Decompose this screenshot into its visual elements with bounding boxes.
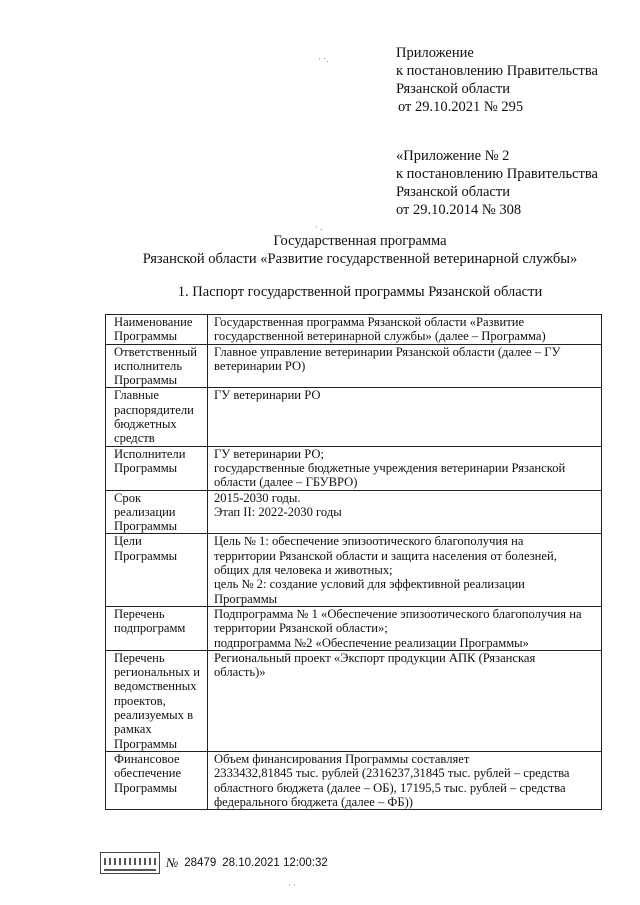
document-timestamp: 28.10.2021 12:00:32	[222, 857, 328, 869]
annex-line: к постановлению Правительства	[396, 166, 598, 182]
row-value-line: Объем финансирования Программы составляет	[214, 751, 470, 766]
row-value-line: область)»	[214, 665, 266, 680]
row-label-cell	[106, 344, 208, 388]
row-label-line: Финансовое	[114, 751, 180, 766]
table-row	[106, 606, 602, 650]
row-label-cell	[106, 490, 208, 534]
table-row	[106, 534, 602, 606]
row-label-line: Главные	[114, 388, 159, 403]
row-label-line: обеспечение	[114, 766, 182, 781]
table-row	[106, 344, 602, 388]
row-label-line: Цели	[114, 534, 142, 549]
row-label-line: Программы	[114, 780, 178, 795]
row-value-cell	[208, 315, 602, 345]
row-label-line: Программы	[114, 736, 178, 751]
row-value-line: федерального бюджета (далее – ФБ))	[214, 794, 413, 809]
row-value-cell	[208, 490, 602, 534]
row-value-line: Государственная программа Рязанской области «Развитие	[214, 315, 525, 329]
row-value-line: ГУ ветеринарии РО;	[214, 446, 324, 461]
row-value-cell	[208, 388, 602, 446]
row-value-line: 2015-2030 годы.	[214, 490, 301, 505]
row-label-line: Программы	[114, 519, 178, 534]
table-row	[106, 490, 602, 534]
row-label-cell	[106, 751, 208, 809]
row-label-line: проектов,	[114, 693, 166, 708]
number-mark-icon: №	[166, 855, 179, 870]
table-row	[106, 315, 602, 345]
row-label-line: рамках	[114, 722, 152, 737]
row-label-line: Программы	[114, 329, 178, 344]
row-label-line: бюджетных	[114, 417, 177, 432]
program-passport-table	[105, 314, 602, 810]
row-label-line: региональных и	[114, 665, 200, 680]
annex-line: Рязанской области	[396, 184, 510, 200]
row-value-cell	[208, 534, 602, 606]
row-label-line: средств	[114, 431, 155, 446]
row-label-line: Перечень	[114, 650, 165, 665]
row-value-line: Подпрограмма № 1 «Обеспечение эпизоотического благополучия на	[214, 606, 582, 621]
row-label-cell	[106, 534, 208, 606]
row-value-cell	[208, 446, 602, 490]
table-row	[106, 446, 602, 490]
row-value-line: государственной ветеринарной службы» (далее – Программа)	[214, 329, 546, 344]
annex-header-original	[396, 147, 598, 219]
program-title: Государственная программа	[273, 233, 447, 249]
row-label-line: Исполнители	[114, 446, 186, 461]
row-value-line: Программы	[214, 591, 278, 606]
row-label-cell	[106, 606, 208, 650]
row-label-line: Срок	[114, 490, 142, 505]
row-label-line: Программы	[114, 373, 178, 388]
row-value-line: подпрограмма №2 «Обеспечение реализации Программы»	[214, 635, 529, 650]
table-row	[106, 650, 602, 751]
row-value-line: цель № 2: создание условий для эффективной реализации	[214, 577, 525, 592]
row-value-line: 2333432,81845 тыс. рублей (2316237,31845 тыс. рублей – средства	[214, 766, 570, 781]
annex-header-current	[396, 44, 598, 116]
row-value-line: территории Рязанской области»;	[214, 621, 388, 636]
row-label-line: Программы	[114, 460, 178, 475]
row-label-cell	[106, 650, 208, 751]
row-label-cell	[106, 315, 208, 345]
scan-speck: · .	[315, 222, 323, 232]
row-value-line: общих для человека и животных;	[214, 563, 393, 578]
annex-line: от 29.10.2021 № 295	[398, 99, 524, 115]
row-value-line: Региональный проект «Экспорт продукции АПК (Рязанская	[214, 650, 536, 665]
row-value-line: областного бюджета (далее – ОБ), 17195,5 тыс. рублей – средства	[214, 780, 566, 795]
annex-line: Приложение	[396, 45, 474, 61]
document-footer	[100, 852, 328, 874]
row-label-line: Ответственный	[114, 344, 197, 359]
row-label-line: Программы	[114, 548, 178, 563]
document-number: 28479	[184, 857, 217, 869]
row-value-cell	[208, 751, 602, 809]
row-value-line: ветеринарии РО)	[214, 358, 306, 373]
row-label-line: реализуемых в	[114, 708, 194, 723]
scan-speck: · ·.	[318, 54, 329, 64]
row-value-line: государственные бюджетные учреждения ветеринарии Рязанской	[214, 460, 566, 475]
row-label-cell	[106, 388, 208, 446]
row-label-line: подпрограмм	[114, 621, 186, 636]
row-value-line: области (далее – ГБУВРО)	[214, 475, 358, 490]
row-value-line: Главное управление ветеринарии Рязанской области (далее – ГУ	[214, 344, 561, 359]
row-value-line: территории Рязанской области и защита населения от болезней,	[214, 548, 557, 563]
table-row	[106, 388, 602, 446]
annex-line: от 29.10.2014 № 308	[396, 202, 522, 218]
barcode-stamp-icon	[100, 852, 160, 874]
program-subtitle: Рязанской области «Развитие государственной ветеринарной службы»	[142, 251, 578, 267]
row-label-line: распорядители	[114, 402, 194, 417]
table-row	[106, 751, 602, 809]
row-label-line: Перечень	[114, 606, 165, 621]
row-value-line: Цель № 1: обеспечение эпизоотического благополучия на	[214, 534, 524, 549]
annex-line: «Приложение № 2	[396, 148, 510, 164]
row-label-cell	[106, 446, 208, 490]
scan-speck: · ·	[288, 880, 297, 890]
row-value-cell	[208, 344, 602, 388]
row-value-cell	[208, 606, 602, 650]
row-label-line: Наименование	[114, 315, 193, 329]
annex-line: к постановлению Правительства	[396, 63, 598, 79]
row-value-line: ГУ ветеринарии РО	[214, 388, 321, 403]
row-label-line: исполнитель	[114, 358, 183, 373]
row-value-line: Этап II: 2022-2030 годы	[214, 504, 342, 519]
row-label-line: ведомственных	[114, 679, 197, 694]
passport-title: 1. Паспорт государственной программы Рязанской области	[177, 284, 543, 300]
annex-line: Рязанской области	[396, 81, 510, 97]
row-label-line: реализации	[114, 504, 176, 519]
row-value-cell	[208, 650, 602, 751]
